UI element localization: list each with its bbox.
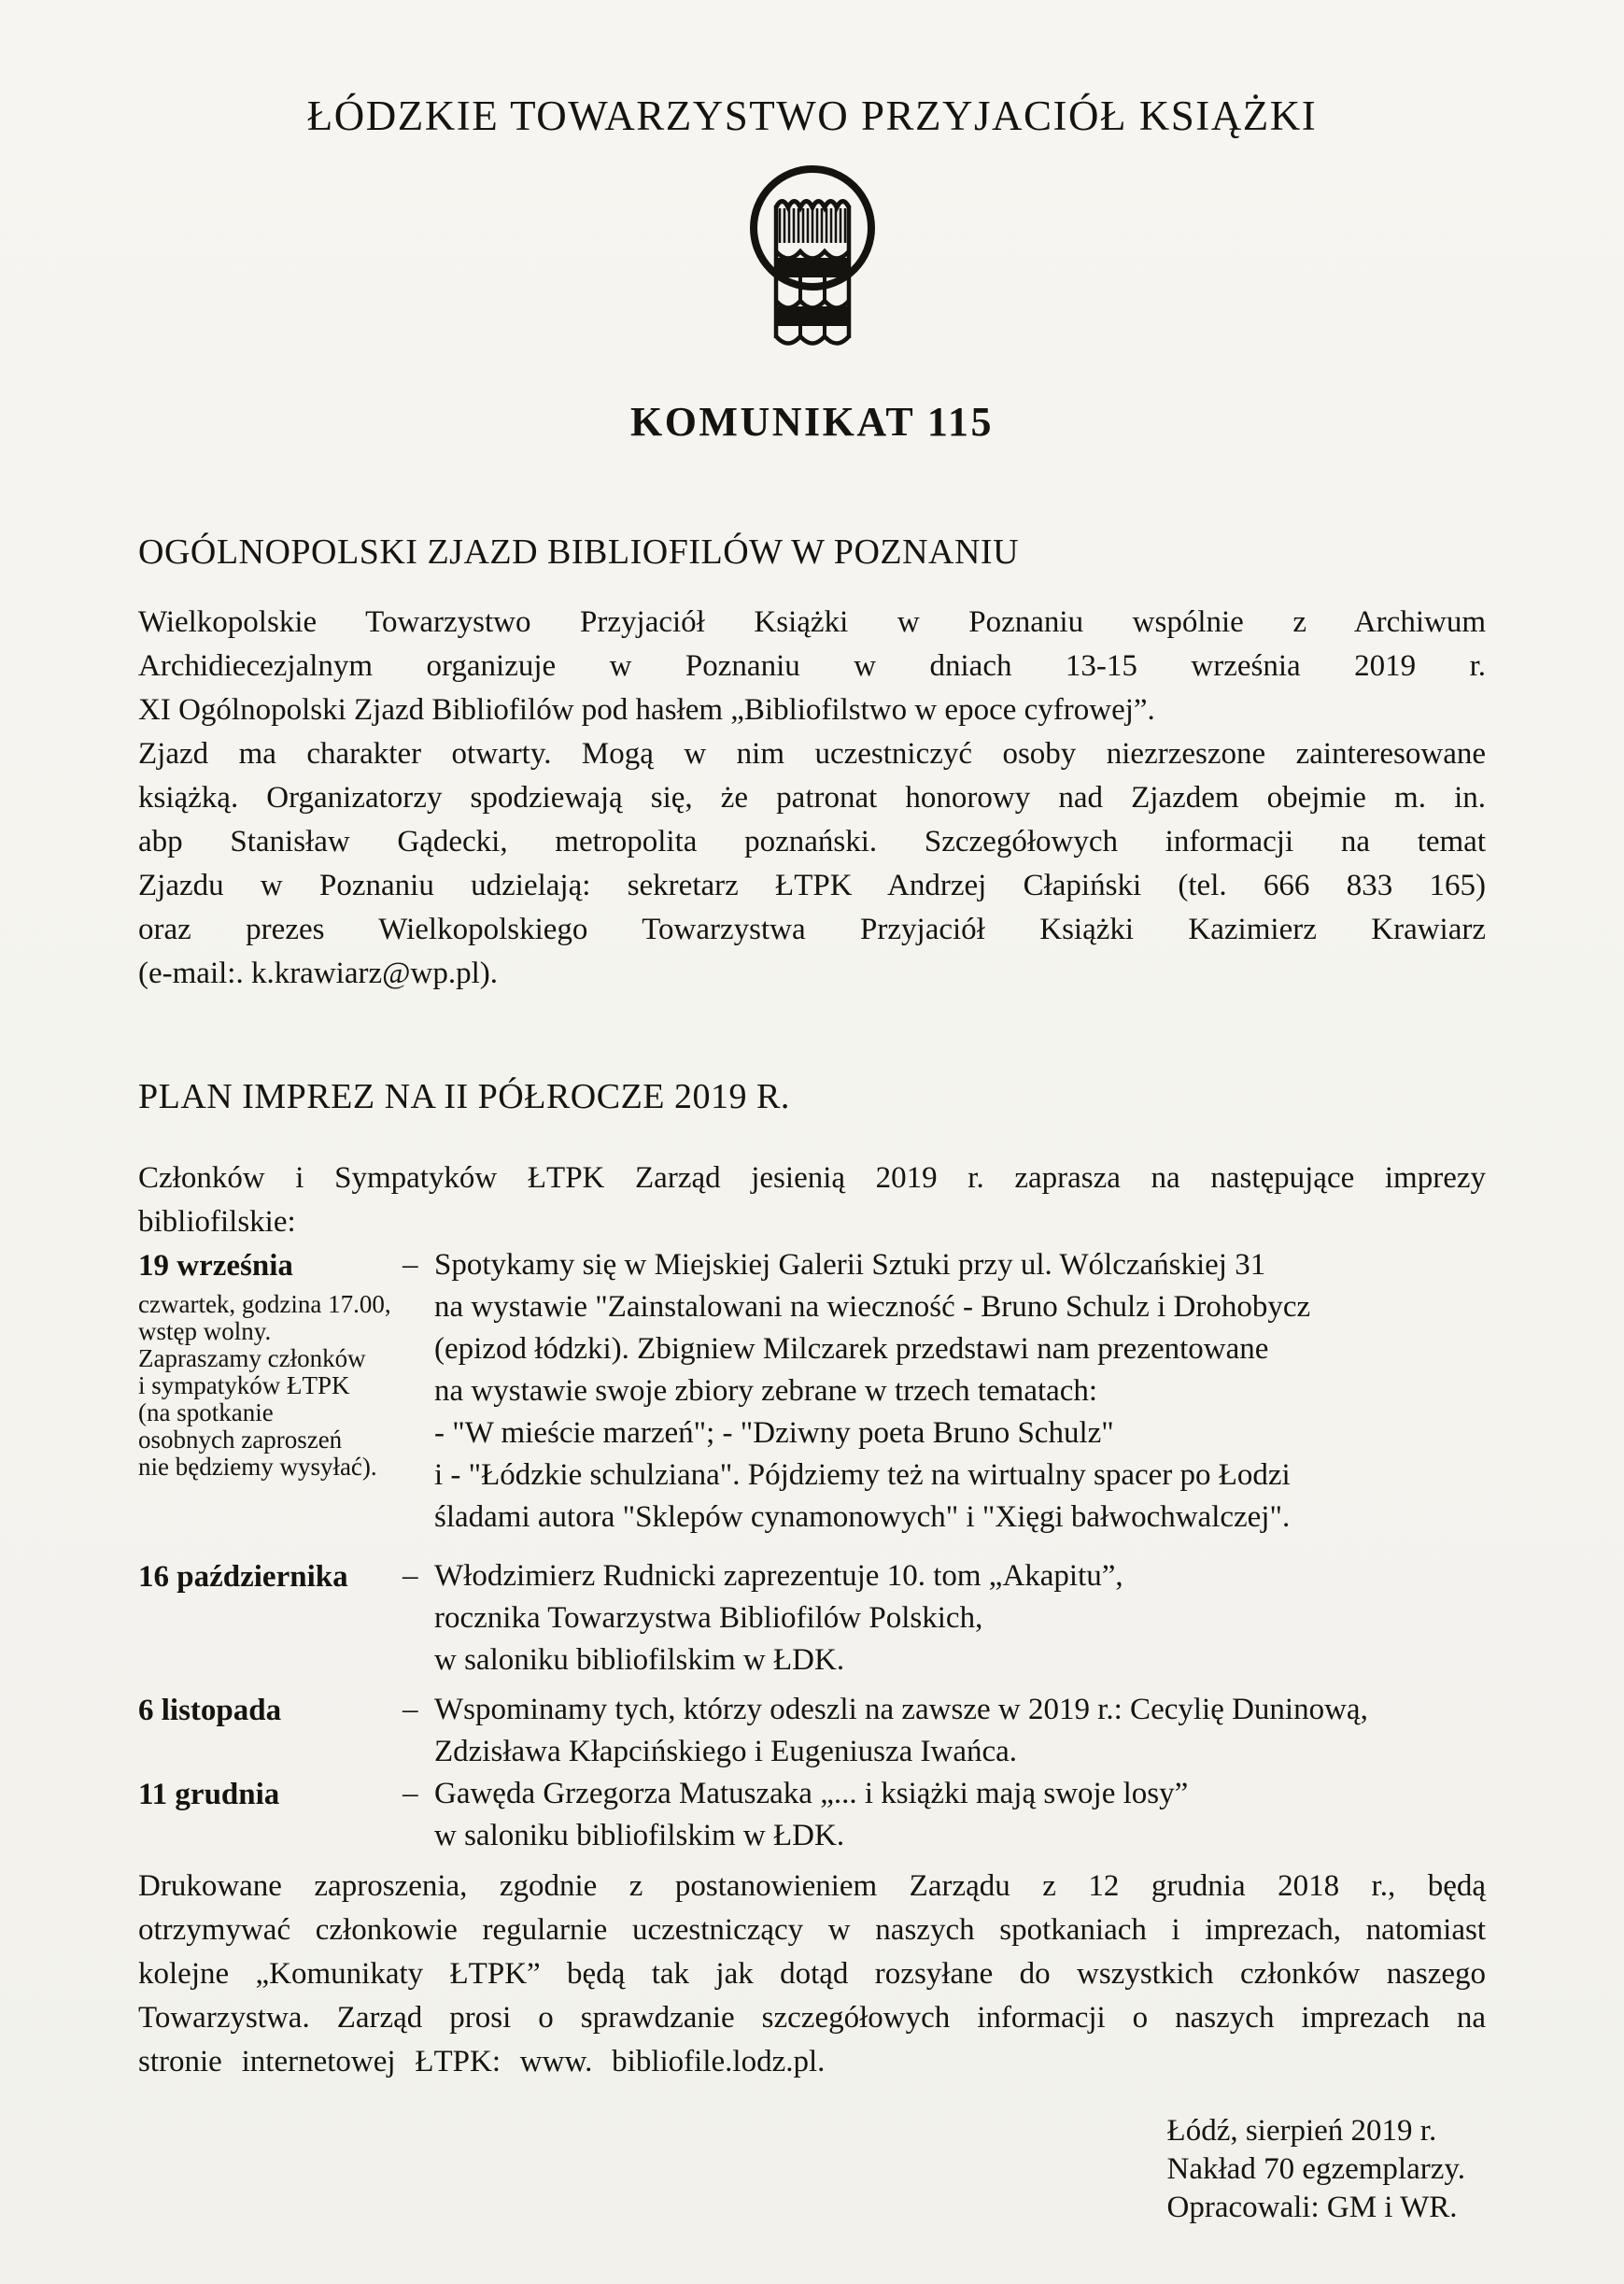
event-dash: – (402, 1248, 418, 1282)
books-logo (741, 164, 883, 351)
plan-heading: PLAN IMPREZ NA II PÓŁROCZE 2019 R. (138, 1077, 790, 1116)
congress-paragraph-line: (e-mail:. k.krawiarz@wp.pl). (138, 957, 498, 990)
event-date-note (138, 1291, 402, 1481)
plan-intro-line: bibliofilskie: (138, 1205, 296, 1239)
closing-paragraph-line: Drukowane zaproszenia, zgodnie z postanowieniem Zarządu z 12 grudnia 2018 r., będą (138, 1869, 1486, 1903)
event-date-note-line: wstęp wolny. (138, 1317, 272, 1345)
plan-section (138, 1076, 1486, 2084)
event-description-line: Włodzimierz Rudnicki zaprezentuje 10. tom „Akapitu”, (434, 1559, 1123, 1593)
congress-paragraph-line: Zjazd ma charakter otwarty. Mogą w nim uczestniczyć osoby niezrzeszone zainteresowane (138, 737, 1486, 771)
event-description-line: Gawęda Grzegorza Matuszaka „... i książki mają swoje losy” (434, 1777, 1189, 1810)
event-row (138, 1689, 1486, 1773)
event-description-line: śladami autora "Sklepów cynamonowych" i "Xięgi bałwochwalczej". (434, 1500, 1291, 1534)
event-date-note-line: czwartek, godzina 17.00, (138, 1290, 391, 1318)
congress-heading: OGÓLNOPOLSKI ZJAZD BIBLIOFILÓW W POZNANIU (138, 532, 1020, 572)
event-row (138, 1555, 1486, 1681)
congress-paragraph-line: oraz prezes Wielkopolskiego Towarzystwa Przyjaciół Książki Kazimierz Krawiarz (138, 913, 1486, 946)
event-description-line: Wspominamy tych, którzy odeszli na zawsze w 2019 r.: Cecylię Duninową, (434, 1693, 1368, 1726)
colophon-line: Łódź, sierpień 2019 r. (1166, 2114, 1437, 2148)
colophon-line: Nakład 70 egzemplarzy. (1166, 2152, 1465, 2186)
event-description-line: w saloniku bibliofilskim w ŁDK. (434, 1819, 845, 1852)
event-row (138, 1244, 1486, 1539)
event-date-cell (138, 1689, 402, 1732)
colophon-line: Opracowali: GM i WR. (1166, 2191, 1458, 2224)
event-description-line: - "W mieście marzeń"; - "Dziwny poeta Bruno Schulz" (434, 1416, 1114, 1450)
event-date-note-line: i sympatyków ŁTPK (138, 1371, 350, 1399)
congress-paragraph (138, 601, 1486, 996)
event-date: 11 grudnia (138, 1778, 280, 1811)
event-description-line: Zdzisława Kłapcińskiego i Eugeniusza Iwańca. (434, 1735, 1018, 1768)
colophon (1167, 2112, 1465, 2227)
congress-paragraph-line: Wielkopolskie Towarzystwo Przyjaciół Książki w Poznaniu wspólnie z Archiwum (138, 605, 1486, 639)
closing-paragraph-line: kolejne „Komunikaty ŁTPK” będą tak jak dotąd rozsyłane do wszystkich członków naszego (138, 1957, 1486, 1991)
events-list (138, 1244, 1486, 1857)
event-date-cell (138, 1244, 402, 1481)
event-description-line: (epizod łódzki). Zbigniew Milczarek przedstawi nam prezentowane (434, 1332, 1269, 1366)
event-date-cell (138, 1773, 402, 1816)
event-description (434, 1773, 1486, 1857)
bulletin-title: KOMUNIKAT 115 (629, 399, 994, 445)
closing-paragraph-line: Towarzystwa. Zarząd prosi o sprawdzanie szczegółowych informacji o naszych imprezach na (138, 2001, 1486, 2035)
event-date-note-line: osobnych zaproszeń (138, 1426, 343, 1454)
event-description (434, 1689, 1486, 1773)
closing-paragraph-line: stronie internetowej ŁTPK: www. bibliofile.lodz.pl. (138, 2045, 826, 2078)
organization-title: ŁÓDZKIE TOWARZYSTWO PRZYJACIÓŁ KSIĄŻKI (306, 92, 1318, 139)
congress-paragraph-line: Archidiecezjalnym organizuje w Poznaniu w dniach 13-15 września 2019 r. (138, 649, 1486, 683)
event-date-note-line: Zapraszamy członków (138, 1344, 366, 1372)
event-description-line: w saloniku bibliofilskim w ŁDK. (434, 1643, 845, 1677)
plan-intro (138, 1156, 1486, 1244)
event-date-cell (138, 1555, 402, 1598)
event-dash: – (402, 1777, 418, 1810)
congress-section (138, 532, 1486, 996)
event-row (138, 1773, 1486, 1857)
event-description-line: i - "Łódzkie schulziana". Pójdziemy też na wirtualny spacer po Łodzi (434, 1458, 1291, 1492)
event-description-line: na wystawie swoje zbiory zebrane w trzech tematach: (434, 1374, 1098, 1408)
closing-paragraph (138, 1865, 1486, 2084)
event-dash: – (402, 1693, 418, 1726)
event-description (434, 1555, 1486, 1681)
books-in-circle-icon (741, 164, 883, 351)
event-description-line: rocznika Towarzystwa Bibliofilów Polskich, (434, 1601, 983, 1635)
congress-paragraph-line: książką. Organizatorzy spodziewają się, że patronat honorowy nad Zjazdem obejmie m. in. (138, 781, 1486, 815)
event-dash: – (402, 1559, 418, 1593)
event-date: 16 października (138, 1560, 348, 1594)
congress-paragraph-line: abp Stanisław Gądecki, metropolita poznański. Szczegółowych informacji na temat (138, 825, 1486, 858)
congress-paragraph-line: Zjazdu w Poznaniu udzielają: sekretarz ŁTPK Andrzej Cłapiński (tel. 666 833 165) (138, 869, 1486, 902)
event-description-line: na wystawie "Zainstalowani na wieczność - Bruno Schulz i Drohobycz (434, 1290, 1311, 1324)
event-date: 6 listopada (138, 1694, 282, 1727)
event-date-note-line: nie będziemy wysyłać). (138, 1453, 377, 1481)
plan-intro-line: Członków i Sympatyków ŁTPK Zarząd jesienią 2019 r. zaprasza na następujące imprezy (138, 1161, 1486, 1195)
closing-paragraph-line: otrzymywać członkowie regularnie uczestniczący w naszych spotkaniach i imprezach, natomiast (138, 1913, 1486, 1947)
event-date-note-line: (na spotkanie (138, 1398, 274, 1426)
event-description-line: Spotykamy się w Miejskiej Galerii Sztuki przy ul. Wólczańskiej 31 (434, 1248, 1266, 1282)
event-date: 19 września (138, 1249, 293, 1283)
congress-paragraph-line: XI Ogólnopolski Zjazd Bibliofilów pod hasłem „Bibliofilstwo w epoce cyfrowej”. (138, 693, 1155, 727)
event-description (434, 1244, 1486, 1539)
